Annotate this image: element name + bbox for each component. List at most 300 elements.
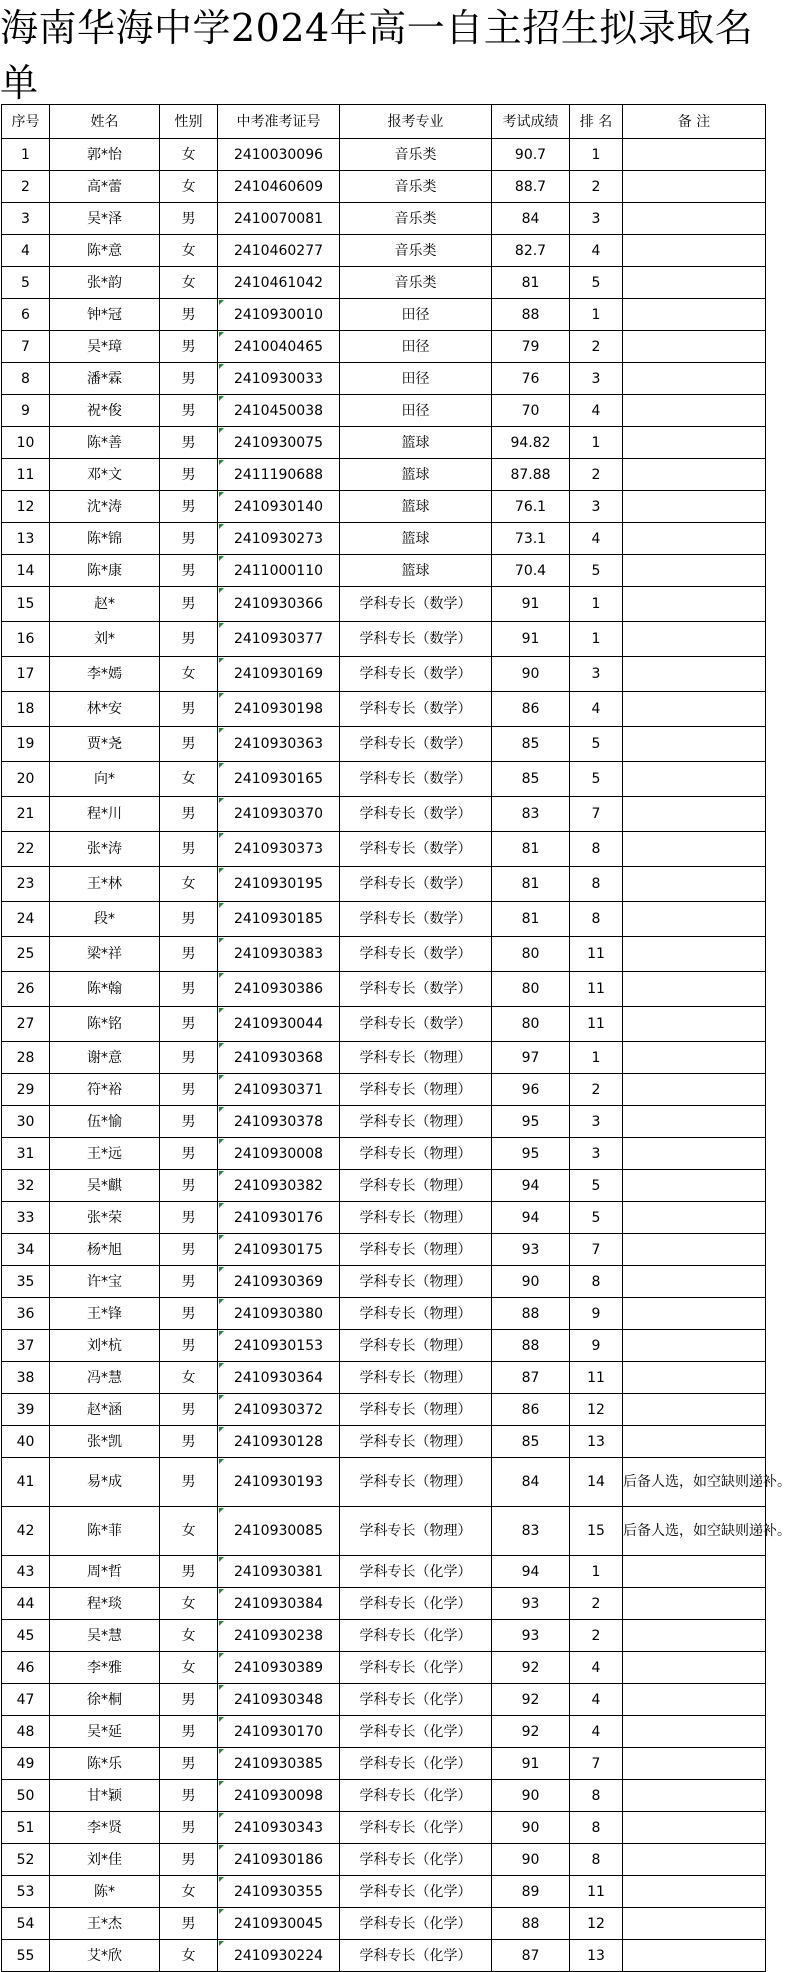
cell-major: 学科专长（物理） [340, 1266, 492, 1298]
cell-major: 田径 [340, 363, 492, 395]
cell-seq: 19 [2, 727, 50, 762]
cell-seq: 21 [2, 797, 50, 832]
table-row [2, 459, 766, 491]
cell-rank: 1 [570, 427, 623, 459]
cell-exam-id: 2410930366 [218, 587, 340, 622]
cell-notes [623, 203, 766, 235]
cell-exam-id: 2410930224 [218, 1940, 340, 1972]
cell-notes [623, 692, 766, 727]
table-row [2, 1716, 766, 1748]
table-row [2, 1556, 766, 1588]
cell-seq: 44 [2, 1588, 50, 1620]
cell-exam-id: 2410040465 [218, 331, 340, 363]
cell-gender: 男 [160, 937, 218, 972]
cell-score: 70 [492, 395, 570, 427]
cell-rank: 1 [570, 587, 623, 622]
cell-gender: 男 [160, 587, 218, 622]
table-row [2, 1748, 766, 1780]
cell-exam-id: 2410030096 [218, 139, 340, 171]
cell-seq: 31 [2, 1138, 50, 1170]
cell-major: 学科专长（数学） [340, 972, 492, 1007]
cell-notes [623, 1394, 766, 1426]
cell-major: 学科专长（化学） [340, 1844, 492, 1876]
cell-exam-id: 2410930343 [218, 1812, 340, 1844]
table-row [2, 972, 766, 1007]
cell-score: 97 [492, 1042, 570, 1074]
cell-notes [623, 1106, 766, 1138]
cell-notes [623, 1202, 766, 1234]
cell-notes [623, 459, 766, 491]
header-major: 报考专业 [340, 105, 492, 139]
table-row [2, 587, 766, 622]
cell-notes [623, 299, 766, 331]
cell-rank: 8 [570, 1844, 623, 1876]
cell-major: 学科专长（化学） [340, 1716, 492, 1748]
cell-gender: 男 [160, 1106, 218, 1138]
cell-notes [623, 1138, 766, 1170]
cell-score: 89 [492, 1876, 570, 1908]
table-row [2, 363, 766, 395]
table-row [2, 1170, 766, 1202]
cell-exam-id: 2410930165 [218, 762, 340, 797]
cell-exam-id: 2410930389 [218, 1652, 340, 1684]
cell-score: 84 [492, 1458, 570, 1507]
cell-exam-id: 2410930169 [218, 657, 340, 692]
cell-score: 90 [492, 657, 570, 692]
cell-gender: 女 [160, 1620, 218, 1652]
cell-major: 学科专长（化学） [340, 1652, 492, 1684]
cell-notes [623, 395, 766, 427]
cell-name: 许*宝 [50, 1266, 160, 1298]
table-row [2, 491, 766, 523]
header-seq: 序号 [2, 105, 50, 139]
cell-notes [623, 267, 766, 299]
cell-exam-id: 2410930193 [218, 1458, 340, 1507]
cell-seq: 55 [2, 1940, 50, 1972]
cell-exam-id: 2410930381 [218, 1556, 340, 1588]
cell-major: 学科专长（物理） [340, 1138, 492, 1170]
cell-notes [623, 1652, 766, 1684]
cell-score: 80 [492, 972, 570, 1007]
cell-rank: 15 [570, 1507, 623, 1556]
cell-major: 篮球 [340, 459, 492, 491]
cell-major: 学科专长（数学） [340, 692, 492, 727]
cell-name: 潘*霖 [50, 363, 160, 395]
cell-major: 篮球 [340, 491, 492, 523]
cell-score: 90 [492, 1844, 570, 1876]
cell-exam-id: 2410930010 [218, 299, 340, 331]
cell-notes [623, 1330, 766, 1362]
cell-exam-id: 2410930386 [218, 972, 340, 1007]
cell-rank: 5 [570, 555, 623, 587]
cell-score: 92 [492, 1716, 570, 1748]
cell-rank: 7 [570, 1748, 623, 1780]
cell-name: 陈*康 [50, 555, 160, 587]
table-row [2, 1684, 766, 1716]
cell-score: 94 [492, 1170, 570, 1202]
cell-score: 84 [492, 203, 570, 235]
cell-gender: 男 [160, 1170, 218, 1202]
cell-gender: 女 [160, 267, 218, 299]
table-row [2, 1042, 766, 1074]
cell-major: 学科专长（化学） [340, 1588, 492, 1620]
cell-seq: 50 [2, 1780, 50, 1812]
cell-score: 85 [492, 727, 570, 762]
cell-exam-id: 2410930198 [218, 692, 340, 727]
cell-score: 95 [492, 1138, 570, 1170]
cell-gender: 男 [160, 1426, 218, 1458]
cell-name: 王*杰 [50, 1908, 160, 1940]
cell-notes [623, 1876, 766, 1908]
table-row [2, 1780, 766, 1812]
cell-rank: 3 [570, 363, 623, 395]
cell-exam-id: 2410930175 [218, 1234, 340, 1266]
cell-major: 学科专长（数学） [340, 937, 492, 972]
cell-score: 81 [492, 267, 570, 299]
cell-seq: 11 [2, 459, 50, 491]
cell-rank: 3 [570, 203, 623, 235]
cell-seq: 29 [2, 1074, 50, 1106]
cell-major: 学科专长（物理） [340, 1170, 492, 1202]
cell-name: 陈*乐 [50, 1748, 160, 1780]
table-row [2, 1588, 766, 1620]
cell-rank: 11 [570, 972, 623, 1007]
cell-gender: 男 [160, 555, 218, 587]
cell-rank: 8 [570, 1812, 623, 1844]
cell-gender: 女 [160, 1876, 218, 1908]
cell-seq: 54 [2, 1908, 50, 1940]
cell-notes [623, 657, 766, 692]
cell-rank: 7 [570, 797, 623, 832]
cell-exam-id: 2410930383 [218, 937, 340, 972]
cell-major: 学科专长（物理） [340, 1426, 492, 1458]
cell-major: 学科专长（化学） [340, 1684, 492, 1716]
cell-major: 学科专长（数学） [340, 902, 492, 937]
cell-exam-id: 2410930033 [218, 363, 340, 395]
cell-major: 学科专长（化学） [340, 1812, 492, 1844]
cell-rank: 3 [570, 1106, 623, 1138]
cell-gender: 男 [160, 427, 218, 459]
cell-seq: 12 [2, 491, 50, 523]
cell-exam-id: 2410930370 [218, 797, 340, 832]
table-row [2, 427, 766, 459]
cell-notes [623, 1007, 766, 1042]
cell-exam-id: 2410930140 [218, 491, 340, 523]
cell-rank: 11 [570, 1362, 623, 1394]
cell-seq: 42 [2, 1507, 50, 1556]
cell-major: 篮球 [340, 427, 492, 459]
cell-seq: 35 [2, 1266, 50, 1298]
cell-exam-id: 2410930382 [218, 1170, 340, 1202]
cell-exam-id: 2410930008 [218, 1138, 340, 1170]
cell-exam-id: 2410930170 [218, 1716, 340, 1748]
cell-name: 刘*杭 [50, 1330, 160, 1362]
cell-seq: 8 [2, 363, 50, 395]
cell-gender: 女 [160, 1652, 218, 1684]
table-row [2, 657, 766, 692]
header-rank: 排 名 [570, 105, 623, 139]
cell-exam-id: 2410930238 [218, 1620, 340, 1652]
cell-seq: 52 [2, 1844, 50, 1876]
cell-score: 96 [492, 1074, 570, 1106]
cell-notes [623, 171, 766, 203]
cell-exam-id: 2410930380 [218, 1298, 340, 1330]
cell-notes [623, 1266, 766, 1298]
cell-gender: 男 [160, 1234, 218, 1266]
cell-notes [623, 1362, 766, 1394]
cell-seq: 40 [2, 1426, 50, 1458]
cell-name: 王*远 [50, 1138, 160, 1170]
cell-name: 吴*延 [50, 1716, 160, 1748]
cell-rank: 2 [570, 1620, 623, 1652]
table-row [2, 867, 766, 902]
cell-score: 81 [492, 832, 570, 867]
table-row [2, 395, 766, 427]
cell-gender: 男 [160, 1748, 218, 1780]
cell-score: 88 [492, 1908, 570, 1940]
cell-score: 90.7 [492, 139, 570, 171]
cell-score: 90 [492, 1780, 570, 1812]
cell-gender: 男 [160, 1074, 218, 1106]
header-notes: 备 注 [623, 105, 766, 139]
cell-score: 92 [492, 1652, 570, 1684]
cell-seq: 16 [2, 622, 50, 657]
cell-rank: 1 [570, 622, 623, 657]
cell-notes [623, 1234, 766, 1266]
cell-notes [623, 1780, 766, 1812]
table-row [2, 622, 766, 657]
cell-score: 87.88 [492, 459, 570, 491]
cell-name: 郭*怡 [50, 139, 160, 171]
cell-name: 钟*冠 [50, 299, 160, 331]
cell-major: 学科专长（物理） [340, 1234, 492, 1266]
cell-exam-id: 2410930185 [218, 902, 340, 937]
cell-notes [623, 622, 766, 657]
cell-gender: 男 [160, 832, 218, 867]
cell-exam-id: 2410930085 [218, 1507, 340, 1556]
cell-exam-id: 2410930384 [218, 1588, 340, 1620]
cell-score: 94.82 [492, 427, 570, 459]
cell-gender: 男 [160, 972, 218, 1007]
cell-name: 张*韵 [50, 267, 160, 299]
cell-major: 学科专长（物理） [340, 1202, 492, 1234]
cell-seq: 23 [2, 867, 50, 902]
table-row [2, 1426, 766, 1458]
cell-major: 学科专长（物理） [340, 1106, 492, 1138]
cell-name: 张*荣 [50, 1202, 160, 1234]
cell-seq: 6 [2, 299, 50, 331]
cell-name: 张*凯 [50, 1426, 160, 1458]
cell-seq: 53 [2, 1876, 50, 1908]
cell-gender: 男 [160, 1394, 218, 1426]
cell-exam-id: 2410930348 [218, 1684, 340, 1716]
table-row [2, 832, 766, 867]
header-gender: 性别 [160, 105, 218, 139]
cell-major: 学科专长（数学） [340, 587, 492, 622]
cell-name: 吴*麒 [50, 1170, 160, 1202]
cell-exam-id: 2410930045 [218, 1908, 340, 1940]
cell-gender: 男 [160, 459, 218, 491]
cell-notes [623, 1170, 766, 1202]
table-row [2, 1812, 766, 1844]
cell-notes [623, 762, 766, 797]
cell-gender: 女 [160, 657, 218, 692]
cell-notes [623, 1844, 766, 1876]
cell-name: 陈*铭 [50, 1007, 160, 1042]
cell-seq: 17 [2, 657, 50, 692]
cell-rank: 4 [570, 1716, 623, 1748]
cell-seq: 10 [2, 427, 50, 459]
cell-major: 学科专长（物理） [340, 1362, 492, 1394]
cell-exam-id: 2410930195 [218, 867, 340, 902]
cell-rank: 3 [570, 491, 623, 523]
cell-exam-id: 2410930075 [218, 427, 340, 459]
cell-score: 91 [492, 587, 570, 622]
cell-gender: 男 [160, 692, 218, 727]
cell-rank: 5 [570, 1202, 623, 1234]
cell-exam-id: 2410930044 [218, 1007, 340, 1042]
cell-score: 87 [492, 1362, 570, 1394]
cell-seq: 49 [2, 1748, 50, 1780]
cell-major: 学科专长（化学） [340, 1780, 492, 1812]
cell-score: 91 [492, 1748, 570, 1780]
table-row [2, 203, 766, 235]
admission-table [1, 104, 791, 1972]
cell-rank: 8 [570, 1266, 623, 1298]
cell-seq: 20 [2, 762, 50, 797]
cell-name: 艾*欣 [50, 1940, 160, 1972]
cell-seq: 38 [2, 1362, 50, 1394]
cell-major: 学科专长（物理） [340, 1042, 492, 1074]
cell-notes [623, 1684, 766, 1716]
cell-major: 学科专长（数学） [340, 657, 492, 692]
cell-exam-id: 2410930355 [218, 1876, 340, 1908]
cell-exam-id: 2410461042 [218, 267, 340, 299]
cell-name: 邓*文 [50, 459, 160, 491]
cell-score: 83 [492, 1507, 570, 1556]
cell-gender: 男 [160, 1844, 218, 1876]
table-row [2, 1507, 766, 1556]
table-row [2, 523, 766, 555]
table-row [2, 692, 766, 727]
table-row [2, 1298, 766, 1330]
cell-exam-id: 2410930176 [218, 1202, 340, 1234]
cell-score: 76.1 [492, 491, 570, 523]
cell-notes [623, 363, 766, 395]
cell-seq: 28 [2, 1042, 50, 1074]
cell-score: 81 [492, 867, 570, 902]
table-row [2, 299, 766, 331]
cell-rank: 12 [570, 1908, 623, 1940]
cell-name: 李*嫣 [50, 657, 160, 692]
cell-seq: 25 [2, 937, 50, 972]
cell-notes [623, 139, 766, 171]
cell-exam-id: 2410930098 [218, 1780, 340, 1812]
cell-name: 谢*意 [50, 1042, 160, 1074]
table-row [2, 1940, 766, 1972]
cell-name: 向* [50, 762, 160, 797]
cell-rank: 9 [570, 1330, 623, 1362]
cell-gender: 男 [160, 1780, 218, 1812]
cell-exam-id: 2410930377 [218, 622, 340, 657]
cell-name: 高*蕾 [50, 171, 160, 203]
cell-name: 祝*俊 [50, 395, 160, 427]
cell-rank: 5 [570, 267, 623, 299]
cell-rank: 11 [570, 1007, 623, 1042]
cell-name: 陈*菲 [50, 1507, 160, 1556]
cell-score: 85 [492, 762, 570, 797]
cell-notes: 后备人选，如空缺则递补。 [623, 1458, 766, 1507]
cell-rank: 1 [570, 299, 623, 331]
cell-seq: 48 [2, 1716, 50, 1748]
cell-score: 70.4 [492, 555, 570, 587]
cell-score: 85 [492, 1426, 570, 1458]
table-row [2, 139, 766, 171]
page-title: 海南华海中学2024年高一自主招生拟录取名单 [0, 6, 754, 105]
table-row [2, 902, 766, 937]
cell-gender: 男 [160, 299, 218, 331]
cell-exam-id: 2410930373 [218, 832, 340, 867]
table-row [2, 1394, 766, 1426]
cell-name: 沈*涛 [50, 491, 160, 523]
cell-gender: 男 [160, 1266, 218, 1298]
cell-name: 王*锋 [50, 1298, 160, 1330]
cell-major: 学科专长（物理） [340, 1330, 492, 1362]
cell-seq: 15 [2, 587, 50, 622]
cell-gender: 男 [160, 203, 218, 235]
cell-seq: 46 [2, 1652, 50, 1684]
cell-exam-id: 2410930186 [218, 1844, 340, 1876]
cell-score: 88 [492, 1330, 570, 1362]
table-row [2, 267, 766, 299]
cell-score: 73.1 [492, 523, 570, 555]
cell-seq: 45 [2, 1620, 50, 1652]
cell-rank: 2 [570, 1588, 623, 1620]
cell-seq: 51 [2, 1812, 50, 1844]
cell-notes [623, 902, 766, 937]
cell-seq: 43 [2, 1556, 50, 1588]
cell-notes [623, 867, 766, 902]
cell-rank: 4 [570, 1652, 623, 1684]
cell-seq: 37 [2, 1330, 50, 1362]
cell-exam-id: 2410930369 [218, 1266, 340, 1298]
cell-score: 94 [492, 1202, 570, 1234]
table-row [2, 331, 766, 363]
table-row [2, 1844, 766, 1876]
cell-name: 甘*颖 [50, 1780, 160, 1812]
table-row [2, 1876, 766, 1908]
table-row [2, 1138, 766, 1170]
cell-name: 周*哲 [50, 1556, 160, 1588]
cell-exam-id: 2411000110 [218, 555, 340, 587]
cell-gender: 男 [160, 1812, 218, 1844]
cell-notes [623, 1074, 766, 1106]
table-row [2, 1106, 766, 1138]
cell-major: 学科专长（数学） [340, 622, 492, 657]
cell-seq: 13 [2, 523, 50, 555]
cell-rank: 4 [570, 692, 623, 727]
cell-gender: 女 [160, 139, 218, 171]
cell-notes [623, 727, 766, 762]
cell-gender: 男 [160, 797, 218, 832]
cell-exam-id: 2410930153 [218, 1330, 340, 1362]
cell-notes [623, 555, 766, 587]
cell-rank: 3 [570, 657, 623, 692]
cell-gender: 男 [160, 1458, 218, 1507]
cell-name: 梁*祥 [50, 937, 160, 972]
cell-gender: 男 [160, 331, 218, 363]
cell-score: 86 [492, 692, 570, 727]
